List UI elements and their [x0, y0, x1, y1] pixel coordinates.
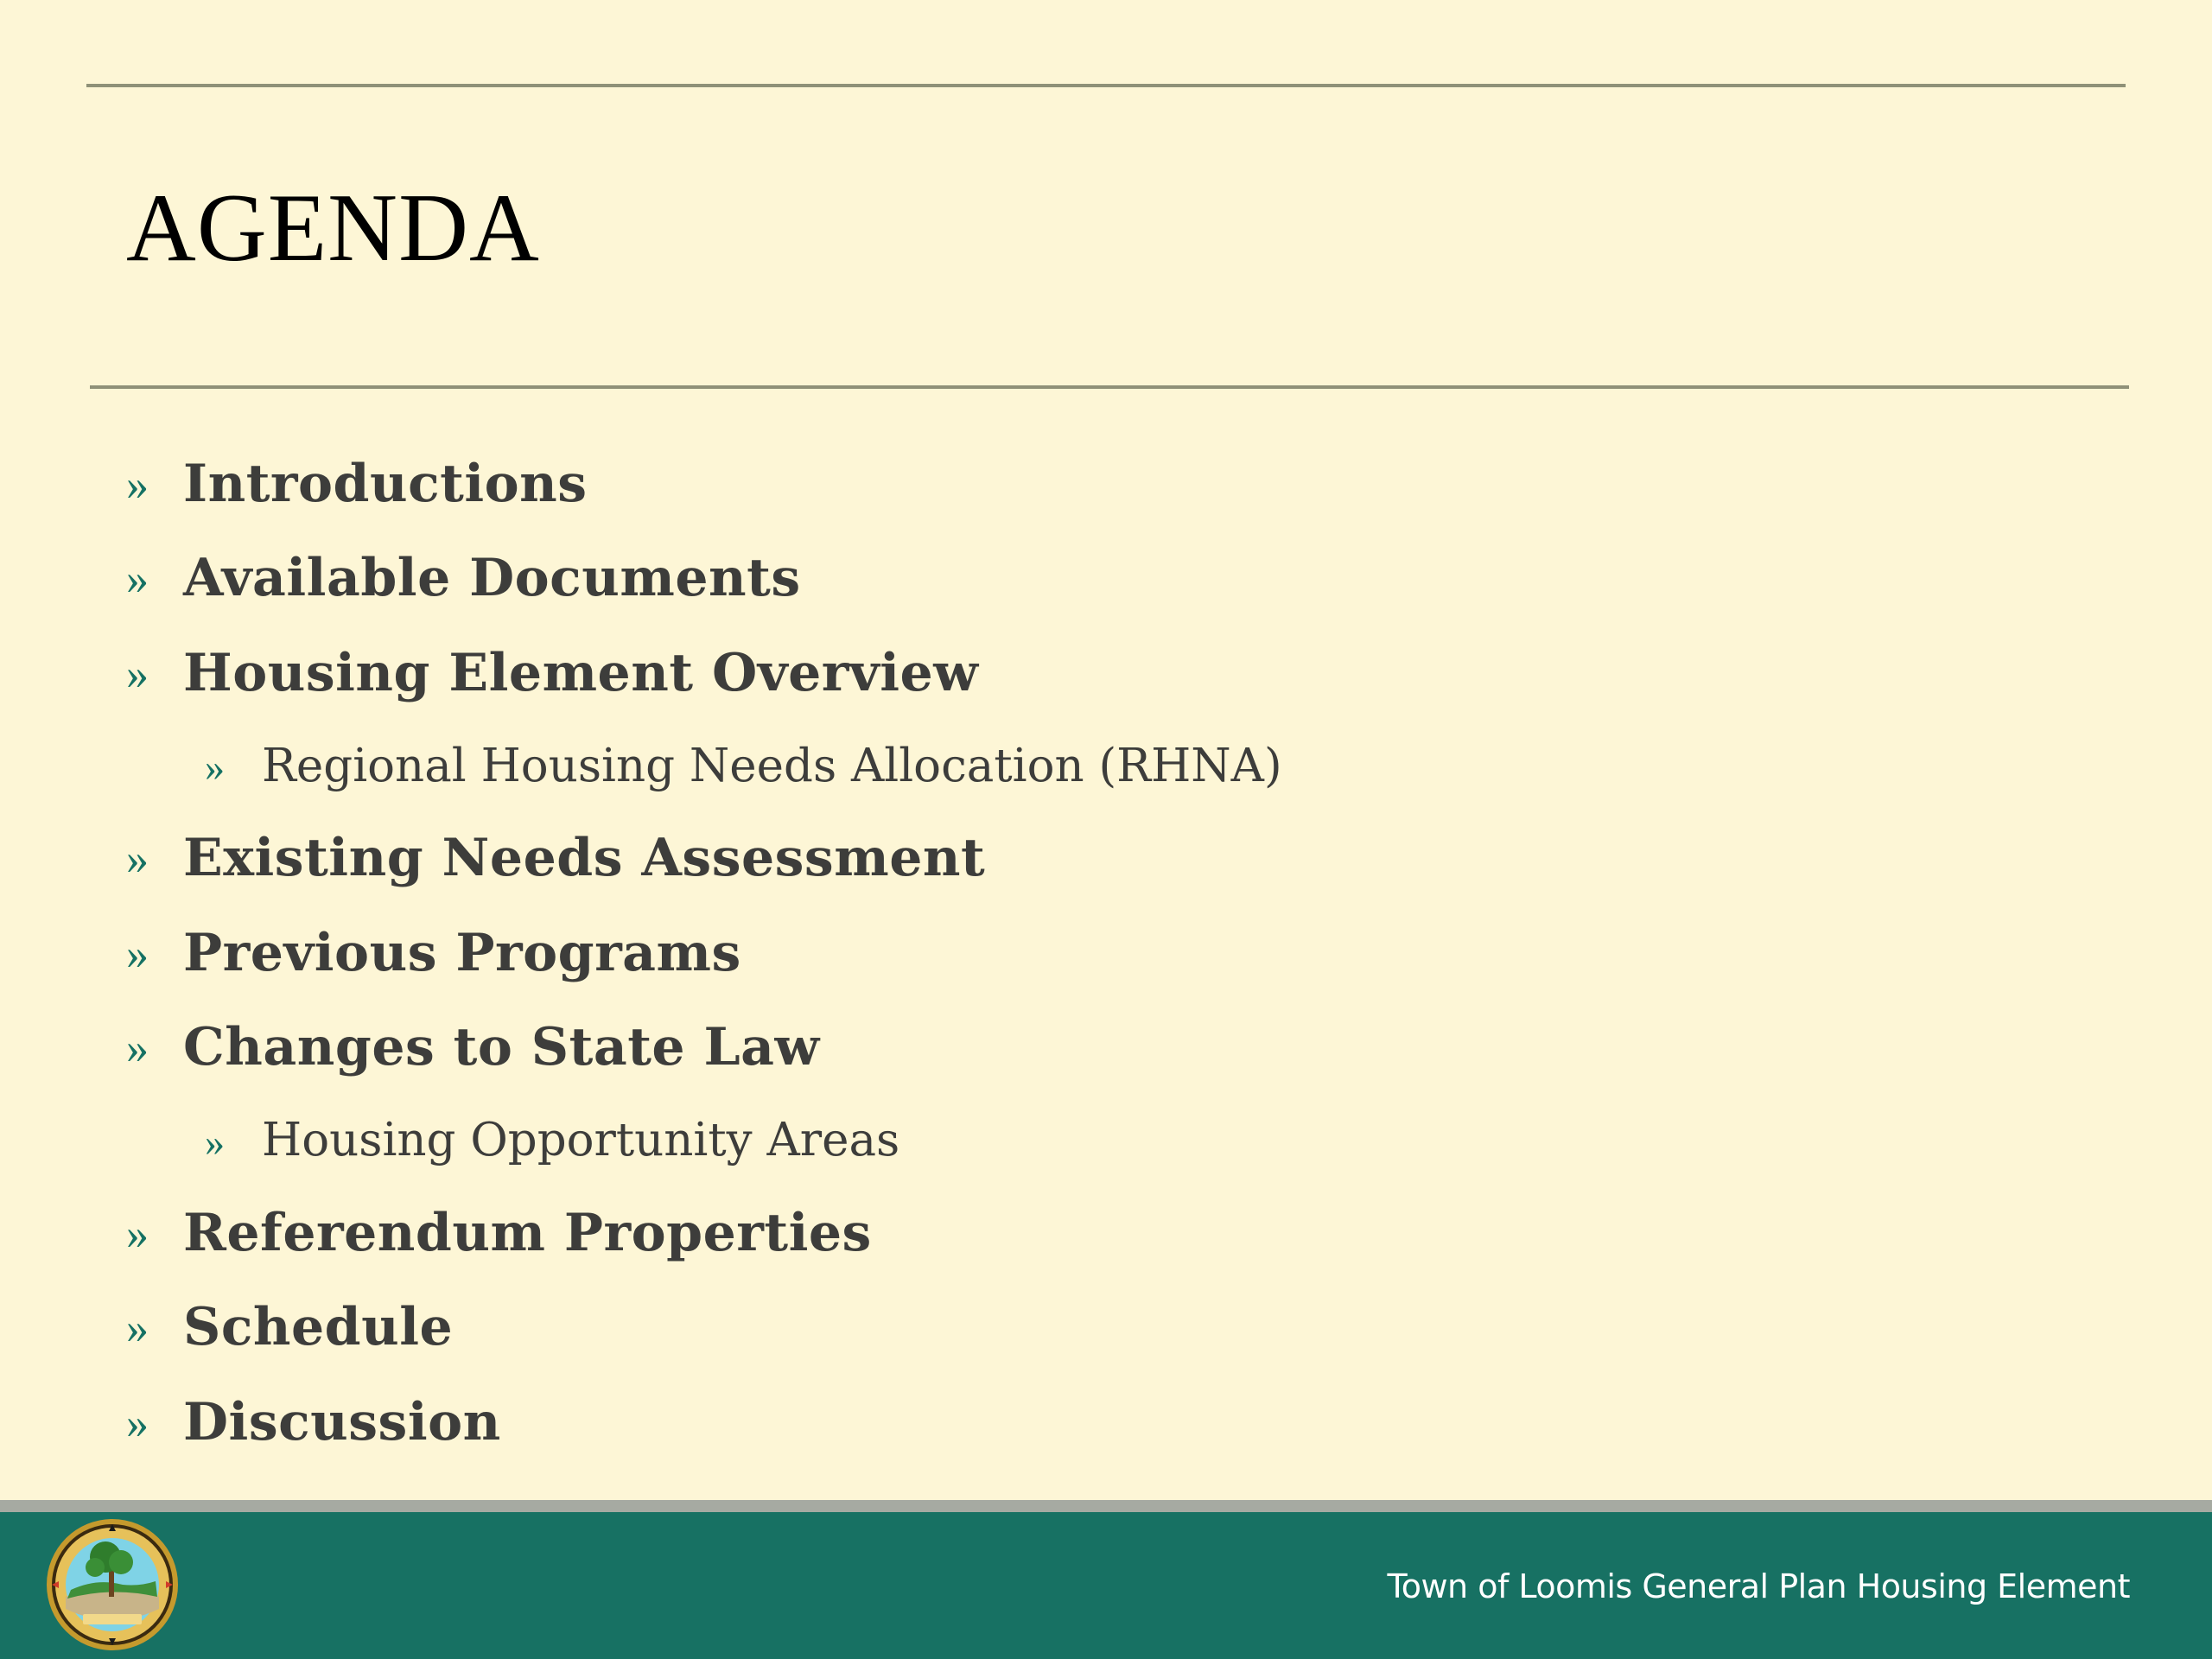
agenda-item-label: Previous Programs [183, 922, 741, 983]
agenda-subitem [126, 1095, 1282, 1185]
footer-bar [0, 1512, 2212, 1659]
agenda-subitem-label: Regional Housing Needs Allocation (RHNA) [262, 739, 1282, 792]
bullet-icon: » [126, 835, 149, 885]
agenda-item [126, 626, 1282, 721]
town-seal-icon [45, 1517, 180, 1652]
agenda-item [126, 531, 1282, 626]
agenda-item [126, 1281, 1282, 1376]
bullet-icon: » [126, 1209, 149, 1259]
agenda-item [126, 1375, 1282, 1470]
title-divider [90, 385, 2129, 389]
agenda-item-label: Referendum Properties [183, 1202, 872, 1263]
agenda-item [126, 436, 1282, 531]
agenda-item-label: Changes to State Law [183, 1017, 820, 1078]
bullet-icon: » [126, 1304, 149, 1354]
bullet-icon: » [205, 745, 225, 789]
agenda-item [126, 1185, 1282, 1281]
agenda-item-label: Schedule [183, 1297, 454, 1358]
agenda-item-label: Available Documents [183, 548, 801, 609]
agenda-item-label: Existing Needs Assessment [183, 828, 986, 889]
agenda-item [126, 811, 1282, 906]
bullet-icon: » [205, 1119, 225, 1164]
agenda-item-label: Introductions [183, 453, 588, 514]
footer-accent-strip [0, 1500, 2212, 1512]
bullet-icon: » [126, 1398, 149, 1448]
bullet-icon: » [126, 1024, 149, 1074]
footer-title: Town of Loomis General Plan Housing Element [1387, 1567, 2130, 1605]
slide-title: AGENDA [126, 175, 540, 282]
agenda-list [126, 436, 1282, 1470]
bullet-icon: » [126, 929, 149, 979]
agenda-subitem-label: Housing Opportunity Areas [262, 1114, 900, 1166]
bullet-icon: » [126, 555, 149, 605]
bullet-icon: » [126, 649, 149, 699]
agenda-subitem [126, 721, 1282, 811]
agenda-item-label: Discussion [183, 1391, 501, 1452]
agenda-item [126, 906, 1282, 1001]
top-divider [86, 84, 2126, 87]
agenda-item-label: Housing Element Overview [183, 642, 979, 703]
bullet-icon: » [126, 460, 149, 510]
agenda-item [126, 1001, 1282, 1096]
